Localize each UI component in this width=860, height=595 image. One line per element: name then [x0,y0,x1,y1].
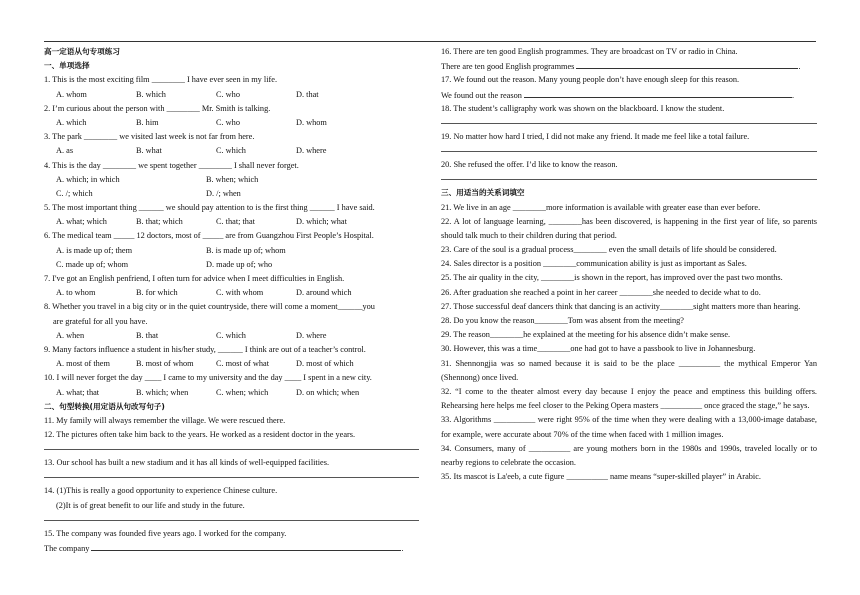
question: 33. Algorithms __________ were right 95% of the time when they were dealing with a 13,000-image database, for example, were accurate about 70% of the time when faced with 1 million images. [441,415,817,439]
answer-line[interactable] [441,172,817,180]
question: 28. Do you know the reason________Tom was absent from the meeting? [441,316,684,326]
question: 5. The most important thing ______ we should pay attention to is the first thing ______ I have said. [44,203,375,213]
question: 14. (1)This is really a good opportunity to experience Chinese culture. [44,486,278,496]
answer-blank[interactable] [576,59,798,69]
option: B. him [136,117,159,127]
top-rule [44,41,816,42]
answer-prefix: We found out the reason [441,90,522,100]
options [44,286,419,300]
question: 4. This is the day ________ we spent together ________ I shall never forget. [44,160,299,170]
question: 35. Its mascot is La'eeb, a cute figure __________ name means “super-skilled player” in Arabic. [441,472,761,482]
option: C. which [216,146,246,156]
option: D. most of which [296,359,354,369]
option: C. most of what [216,359,270,369]
question: 25. The air quality in the city, ________is shown in the report, has improved over the past two months. [441,273,783,283]
question: 1. This is the most exciting film ________ I have ever seen in my life. [44,75,278,85]
question: 26. After graduation she reached a point in her career ________she needed to decide what to do. [441,287,761,297]
question-continuation: are grateful for all you have. [53,316,148,326]
options [44,215,419,229]
option: C. which [216,330,246,340]
question: 24. Sales director is a position ________communication ability is just as important as Sales. [441,259,747,269]
question: 19. No matter how hard I tried, I did not make any friend. It made me feel like a total failure. [441,131,750,141]
question: 10. I will never forget the day ____ I came to my university and the day ____ I spent in a new city. [44,373,372,383]
option: C. made up of; whom [56,259,129,269]
option: B. for which [136,288,178,298]
options [44,329,419,343]
right-column [441,45,817,484]
options [44,116,419,130]
answer-prefix: The company [44,544,90,553]
option: A. to whom [56,288,96,298]
answer-row: There are ten good English programmes . [441,59,817,73]
option: B. what [136,146,162,156]
section-heading: 三、用适当的关系词填空 [441,188,525,198]
question: 32. “I come to the theater almost every day because I enjoy the peace and emptiness this building offers. Rehearsing here helps me feel closer to the Peking Opera masters __________ once graced the stage,” he says. [441,387,817,411]
option: C. with whom [216,288,264,298]
question: 20. She refused the offer. I’d like to know the reason. [441,160,618,170]
question: 2. I’m curious about the person with ________ Mr. Smith is talking. [44,103,271,113]
option: A. what; that [56,387,100,397]
question: 13. Our school has built a new stadium and it has all kinds of well-equipped facilities. [44,458,330,468]
left-column [44,45,419,555]
section-heading: 二、句型转换(用定语从句改写句子) [44,401,165,411]
answer-row: The company . [44,541,419,555]
question: 12. The pictures often take him back to the years. He worked as a resident doctor in the years. [44,430,356,440]
options [44,244,419,258]
answer-line[interactable] [44,442,419,450]
options [44,386,419,400]
options [44,173,419,187]
option: D. where [296,330,327,340]
question: 23. Care of the soul is a gradual process________ even the small details of life should be considered. [441,245,777,255]
question-continuation: (2)It is of great benefit to our life and study in the future. [56,500,245,510]
answer-line[interactable] [44,513,419,521]
option: B. that; which [136,217,183,227]
options [44,258,419,272]
answer-blank[interactable] [524,88,792,98]
option: B. which; when [136,387,189,397]
option: B. most of whom [136,359,194,369]
option: D. which; what [296,217,347,227]
option: D. that [296,89,319,99]
question: 27. Those successful deaf dancers think that dancing is an activity________sight matters more than hearing. [441,301,801,311]
option: D. where [296,146,327,156]
answer-line[interactable] [441,144,817,152]
option: D. /; when [206,188,241,198]
question: 22. A lot of language learning, ________has been discovered, is happening in the first year of life, so parents should talk much to their children during that period. [441,216,817,240]
options [44,144,419,158]
question: 17. We found out the reason. Many young people don’t have enough sleep for this reason. [441,75,740,85]
option: A. which [56,117,87,127]
question: 31. Shennongjia was so named because it is said to be the place __________ the mythical Emperor Yan (Shennong) once lived. [441,358,817,382]
question: 3. The park ________ we visited last week is not far from here. [44,132,255,142]
option: D. made up of; who [206,259,273,269]
option: C. who [216,89,240,99]
answer-blank[interactable] [91,541,401,551]
answer-line[interactable] [44,470,419,478]
option: B. is made up of; whom [206,245,286,255]
option: D. whom [296,117,327,127]
option: A. when [56,330,85,340]
option: B. when; which [206,174,259,184]
question: 21. We live in an age ________more information is available with greater ease than ever before. [441,202,761,212]
question: 30. However, this was a time________one had got to have a passbook to live in Johannesburg. [441,344,756,354]
option: D. on which; when [296,387,360,397]
answer-prefix: There are ten good English programmes [441,62,575,72]
option: B. that [136,330,159,340]
options [44,88,419,102]
question: 8. Whether you travel in a big city or in the quiet countryside, there will come a moment______you [44,302,375,312]
option: C. when; which [216,387,269,397]
question: 11. My family will always remember the village. We were rescued there. [44,415,286,425]
answer-line[interactable] [441,116,817,124]
question: 29. The reason________he explained at the meeting for his absence didn’t make sense. [441,330,731,340]
option: C. that; that [216,217,255,227]
option: A. is made up of; them [56,245,133,255]
option: A. as [56,146,74,156]
question: 15. The company was founded five years ago. I worked for the company. [44,528,287,538]
section-heading: 一、单项选择 [44,61,90,71]
question: 34. Consumers, many of __________ are young mothers born in the 1980s and 1990s, traveled locally or to nearby regions to celebrate the occasion. [441,443,817,468]
option: C. /; which [56,188,93,198]
answer-row: We found out the reason . [441,88,817,102]
option: A. what; which [56,217,107,227]
option: A. most of them [56,359,110,369]
option: A. whom [56,89,87,99]
option: D. around which [296,288,352,298]
option: B. which [136,89,166,99]
worksheet-title: 高一定语从句专项练习 [44,47,120,56]
options [44,187,419,201]
question: 6. The medical team _____ 12 doctors, most of _____ are from Guangzhou First People’s Hospital. [44,231,374,241]
option: A. which; in which [56,174,120,184]
options [44,357,419,371]
question: 9. Many factors influence a student in his/her study, ______ I think are out of a teacher’s control. [44,344,366,354]
question: 7. I've got an English penfriend, I often turn for advice when I meet difficulties in English. [44,274,345,283]
question: 16. There are ten good English programmes. They are broadcast on TV or radio in China. [441,47,738,56]
question: 18. The student’s calligraphy work was shown on the blackboard. I know the student. [441,103,725,113]
option: C. who [216,117,240,127]
